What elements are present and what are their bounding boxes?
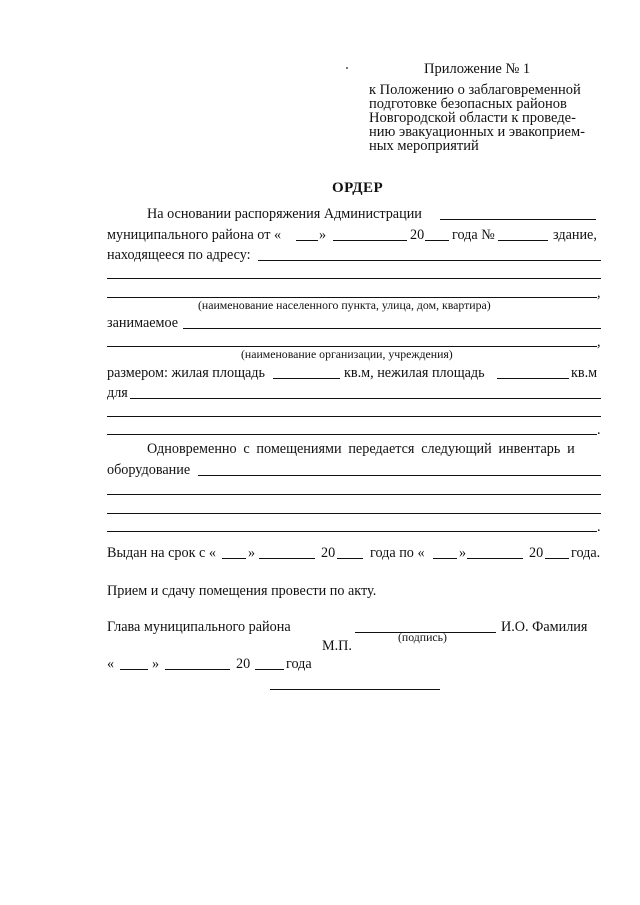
sign-year-prefix: 20 bbox=[236, 656, 251, 672]
basis-text: На основании распоряжения Администрации bbox=[147, 206, 422, 222]
address-field-2 bbox=[107, 278, 601, 279]
scan-speck bbox=[346, 67, 348, 69]
start-year-prefix: 20 bbox=[321, 545, 336, 561]
living-area-field bbox=[273, 378, 340, 379]
address-label: находящееся по адресу: bbox=[107, 247, 251, 263]
occupant-field-1 bbox=[183, 328, 601, 329]
sign-day-field bbox=[120, 669, 148, 670]
purpose-period: . bbox=[597, 422, 601, 438]
administration-field bbox=[440, 219, 596, 220]
building-label: здание, bbox=[553, 227, 597, 243]
sign-date-open: « bbox=[107, 656, 115, 672]
issued-term-label: Выдан на срок с « bbox=[107, 545, 216, 561]
year-number-label: года № bbox=[452, 227, 495, 243]
occupant-comma: , bbox=[597, 334, 601, 350]
occupied-label: занимаемое bbox=[107, 315, 179, 331]
sqm-label-1: кв.м, нежилая площадь bbox=[344, 365, 485, 381]
end-day-field bbox=[433, 558, 457, 559]
size-label: размером: жилая площадь bbox=[107, 365, 265, 381]
order-number-field bbox=[498, 240, 548, 241]
end-month-field bbox=[467, 558, 523, 559]
to-label: года по « bbox=[370, 545, 425, 561]
year-prefix: 20 bbox=[410, 227, 425, 243]
end-year-prefix: 20 bbox=[529, 545, 544, 561]
start-quote-close: » bbox=[248, 545, 256, 561]
appendix-number: Приложение № 1 bbox=[424, 61, 531, 77]
bottom-line bbox=[270, 689, 440, 690]
equipment-field-2 bbox=[107, 494, 601, 495]
nonliving-area-field bbox=[497, 378, 569, 379]
equipment-field-4 bbox=[107, 531, 597, 532]
month-field bbox=[333, 240, 407, 241]
inventory-text: Одновременно с помещениями передается следующий инвентарь и bbox=[147, 441, 575, 457]
purpose-field-1 bbox=[130, 398, 601, 399]
sqm-label-2: кв.м bbox=[571, 365, 598, 381]
address-caption: (наименование населенного пункта, улица, дом, квартира) bbox=[198, 298, 491, 312]
stamp-label: М.П. bbox=[322, 638, 352, 654]
appendix-line-4: нию эвакуационных и эвакоприем- bbox=[369, 124, 585, 140]
end-quote-close: » bbox=[459, 545, 467, 561]
appendix-line-3: Новгородской области к проведе- bbox=[369, 110, 576, 126]
sign-date-close: » bbox=[152, 656, 160, 672]
head-title: Глава муниципального района bbox=[107, 619, 291, 635]
address-field-1 bbox=[258, 260, 601, 261]
document-title: ОРДЕР bbox=[332, 180, 384, 196]
end-year-field bbox=[545, 558, 569, 559]
start-day-field bbox=[222, 558, 246, 559]
equipment-field-1 bbox=[198, 475, 601, 476]
district-date-label: муниципального района от « bbox=[107, 227, 282, 243]
equipment-period: . bbox=[597, 519, 601, 535]
start-year-field bbox=[337, 558, 363, 559]
org-caption: (наименование организации, учреждения) bbox=[241, 347, 453, 361]
day-field bbox=[296, 240, 318, 241]
quote-close: » bbox=[319, 227, 327, 243]
head-name: И.О. Фамилия bbox=[501, 619, 588, 635]
appendix-line-5: ных мероприятий bbox=[369, 138, 479, 154]
start-month-field bbox=[259, 558, 315, 559]
appendix-line-2: подготовке безопасных районов bbox=[369, 96, 567, 112]
equipment-label: оборудование bbox=[107, 462, 191, 478]
sign-year-field bbox=[255, 669, 284, 670]
acceptance-text: Прием и сдачу помещения провести по акту. bbox=[107, 583, 377, 599]
equipment-field-3 bbox=[107, 513, 601, 514]
purpose-field-2 bbox=[107, 416, 601, 417]
sign-month-field bbox=[165, 669, 230, 670]
sign-year-word: года bbox=[286, 656, 312, 672]
purpose-label: для bbox=[107, 385, 128, 401]
year-field bbox=[425, 240, 449, 241]
address-comma: , bbox=[597, 285, 601, 301]
appendix-line-1: к Положению о заблаговременной bbox=[369, 82, 581, 98]
purpose-field-3 bbox=[107, 434, 597, 435]
signature-caption: (подпись) bbox=[398, 630, 447, 644]
end-year-word: года. bbox=[571, 545, 601, 561]
